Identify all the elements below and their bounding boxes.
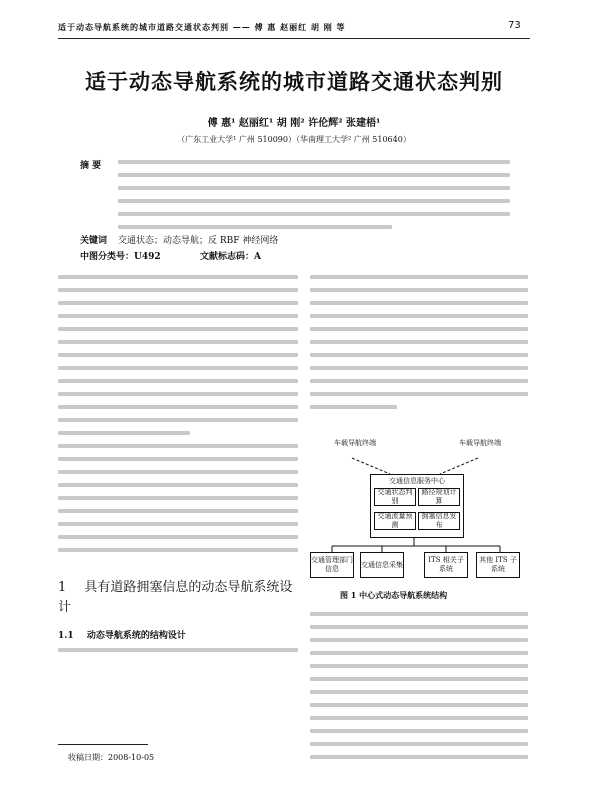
- section-1-title: 具有道路拥塞信息的动态导航系统设计: [58, 580, 293, 615]
- paper-affiliation: （广东工业大学¹ 广州 510090）（华南理工大学² 广州 510640）: [177, 135, 411, 144]
- figure-label-top-left: 车载导航终端: [334, 439, 376, 447]
- figure-1: [310, 438, 520, 584]
- figure-box-center-left-2: 交通流量预测: [374, 512, 416, 530]
- running-header: 适于动态导航系统的城市道路交通状态判别 —— 傅 惠 赵丽红 胡 刚 等: [58, 22, 346, 32]
- section-1-1-heading: [58, 628, 186, 641]
- section-1-1-title: 动态导航系统的结构设计: [86, 631, 186, 641]
- section-1-1-text: [58, 648, 298, 661]
- section-1-1-number: 1.1: [58, 631, 74, 641]
- abstract-text-placeholder: [118, 160, 510, 238]
- right-column-text-bottom: [310, 612, 528, 768]
- figure-center-title: 交通信息服务中心: [389, 477, 445, 485]
- doc-code: 文献标志码：A: [200, 252, 261, 262]
- figure-box-bottom-2: 交通信息采集: [360, 552, 404, 578]
- figure-caption: 图 1 中心式动态导航系统结构: [340, 590, 448, 600]
- abstract-label: 摘 要: [80, 161, 102, 171]
- paper-title: 适于动态导航系统的城市道路交通状态判别: [85, 69, 503, 94]
- keywords: 交通状态；动态导航；反 RBF 神经网络: [118, 236, 279, 246]
- footnote-rule: [58, 744, 148, 745]
- figure-box-center-right-1: 路径规划计算: [418, 488, 460, 506]
- right-column-text-top: [310, 275, 528, 418]
- figure-label-top-right: 车载导航终端: [459, 439, 501, 447]
- figure-box-center-left-1: 交通状态判别: [374, 488, 416, 506]
- keywords-label: 关键词: [80, 236, 108, 246]
- paper-authors: 傅 惠¹ 赵丽红¹ 胡 刚² 许伦辉² 张建梧¹: [207, 118, 381, 129]
- header-rule: [58, 38, 530, 39]
- received-date: 收稿日期：2008-10-05: [68, 753, 155, 762]
- page-number: 73: [508, 20, 521, 31]
- figure-box-bottom-3: ITS 相关子系统: [424, 552, 468, 578]
- section-1-heading: [58, 578, 298, 618]
- left-column-text: [58, 275, 298, 561]
- figure-box-bottom-1: 交通管理部门信息: [310, 552, 354, 578]
- class-number: 中图分类号：U492: [80, 252, 161, 262]
- section-1-number: 1: [58, 580, 67, 595]
- figure-box-bottom-4: 其他 ITS 子系统: [476, 552, 520, 578]
- figure-box-center-right-2: 拥塞信息发布: [418, 512, 460, 530]
